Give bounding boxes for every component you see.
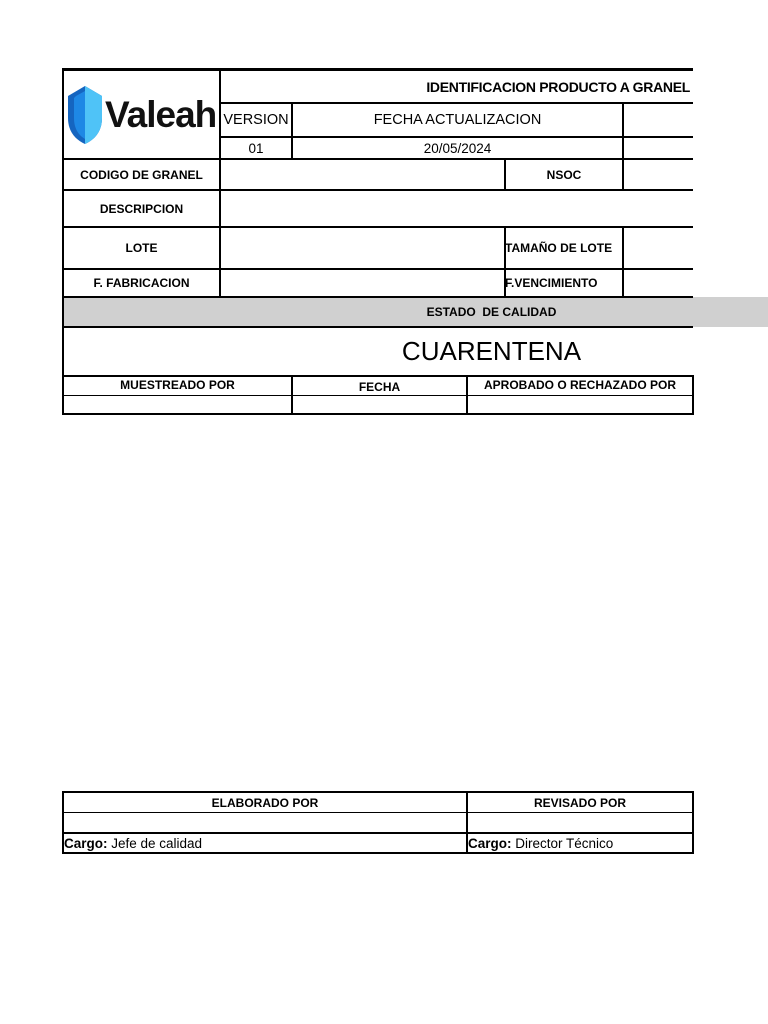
elaborado-cargo-value: Jefe de calidad xyxy=(107,835,203,851)
revisado-label: REVISADO POR xyxy=(533,795,626,810)
elaborado-label: ELABORADO POR xyxy=(211,795,319,810)
vencimiento-label: F.VENCIMIENTO xyxy=(505,276,598,290)
lote-label: LOTE xyxy=(125,241,158,255)
quality-status: CUARENTENA xyxy=(401,336,582,366)
muestreado-label: MUESTREADO POR xyxy=(120,378,235,392)
shield-icon xyxy=(66,84,104,146)
estado-label: ESTADO DE CALIDAD xyxy=(426,305,557,319)
fecha-label: FECHA xyxy=(358,379,401,394)
elaborado-cargo-label: Cargo: xyxy=(64,835,108,851)
tamano-label: TAMAÑO DE LOTE xyxy=(505,241,613,255)
update-date-label: FECHA ACTUALIZACION xyxy=(373,112,542,128)
fabricacion-label: F. FABRICACION xyxy=(93,276,190,290)
revisado-cargo-value: Director Técnico xyxy=(511,835,614,851)
document-title: IDENTIFICACION PRODUCTO A GRANEL xyxy=(426,78,690,95)
descripcion-label: DESCRIPCION xyxy=(99,201,184,216)
version-label: VERSION xyxy=(223,112,289,128)
elaborado-cargo xyxy=(64,834,466,852)
logo-text: Valeah xyxy=(105,93,217,135)
aprobado-label: APROBADO O RECHAZADO POR xyxy=(483,378,676,392)
nsoc-label: NSOC xyxy=(546,167,582,182)
update-date-value: 20/05/2024 xyxy=(423,140,492,156)
version-value: 01 xyxy=(248,140,264,156)
company-logo xyxy=(64,71,219,158)
revisado-cargo xyxy=(468,834,692,852)
revisado-cargo-label: Cargo: xyxy=(468,835,512,851)
codigo-label: CODIGO DE GRANEL xyxy=(80,167,203,182)
